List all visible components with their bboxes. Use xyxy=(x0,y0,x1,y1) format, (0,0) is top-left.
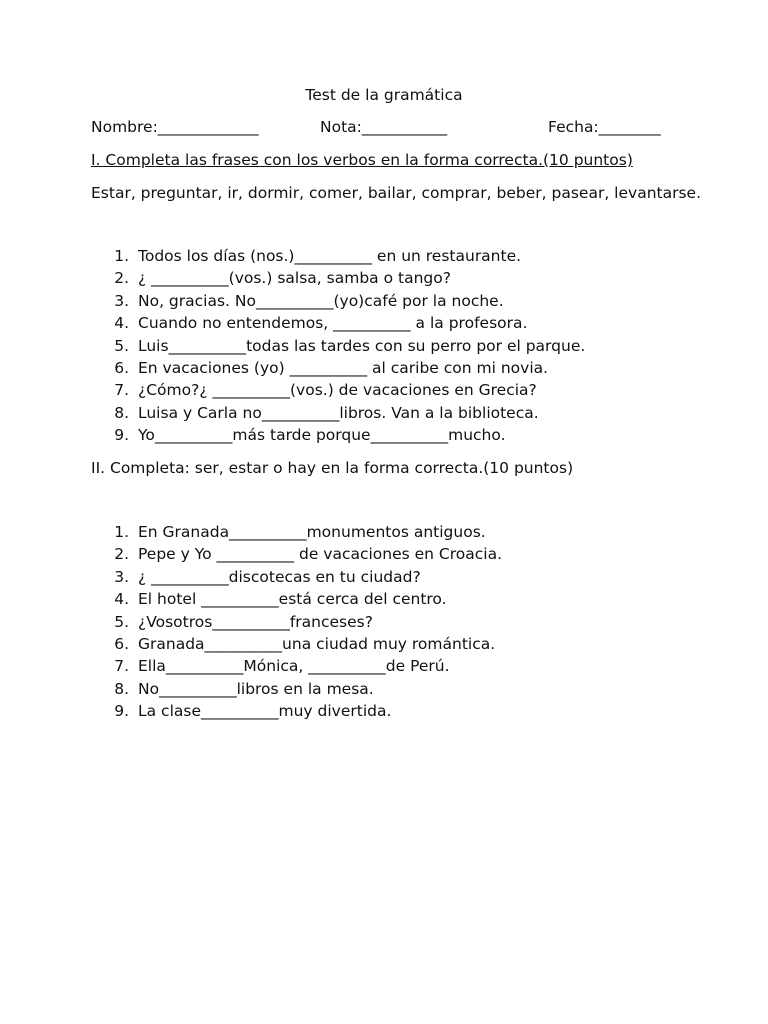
item-number: 8. xyxy=(114,679,129,698)
item-number: 3. xyxy=(114,291,129,310)
item-text: En vacaciones (yo) __________ al caribe con mi novia. xyxy=(138,358,549,377)
item-number: 6. xyxy=(114,634,129,653)
item-text: Yo__________más tarde porque__________mucho. xyxy=(138,426,506,445)
item-number: 4. xyxy=(114,314,129,333)
name-field-label: Nombre:_____________ xyxy=(91,118,259,136)
item-text: Luisa y Carla no__________libros. Van a la biblioteca. xyxy=(138,403,539,422)
item-number: 8. xyxy=(114,403,129,422)
item-number: 7. xyxy=(114,657,129,676)
item-text: La clase__________muy divertida. xyxy=(138,702,392,721)
item-number: 1. xyxy=(114,523,129,541)
item-text: Cuando no entendemos, __________ a la profesora. xyxy=(138,314,528,333)
item-text: Granada__________una ciudad muy romántica. xyxy=(138,634,496,653)
item-number: 1. xyxy=(114,247,129,265)
page-title: Test de la gramática xyxy=(305,86,463,104)
item-text: En Granada__________monumentos antiguos. xyxy=(138,523,486,541)
student-info-line xyxy=(91,118,691,140)
item-number: 6. xyxy=(114,358,129,377)
item-number: 4. xyxy=(114,590,129,609)
verb-list: Estar, preguntar, ir, dormir, comer, bailar, comprar, beber, pasear, levantarse. xyxy=(91,184,702,202)
item-number: 3. xyxy=(114,567,129,586)
section-1-heading: I. Completa las frases con los verbos en la forma correcta.(10 puntos) xyxy=(91,151,633,169)
item-text: ¿ __________(vos.) salsa, samba o tango? xyxy=(138,269,451,288)
item-number: 7. xyxy=(114,381,129,400)
item-text: Ella__________Mónica, __________de Perú. xyxy=(138,657,450,676)
item-text: Luis__________todas las tardes con su perro por el parque. xyxy=(138,336,586,355)
item-text: ¿ __________discotecas en tu ciudad? xyxy=(138,567,421,586)
item-text: Todos los días (nos.)__________ en un restaurante. xyxy=(138,247,522,265)
date-field-label: Fecha:________ xyxy=(548,118,661,136)
item-text: Pepe y Yo __________ de vacaciones en Croacia. xyxy=(138,545,503,564)
item-number: 2. xyxy=(114,545,129,564)
item-text: ¿Cómo?¿ __________(vos.) de vacaciones en Grecia? xyxy=(138,381,537,400)
item-number: 2. xyxy=(114,269,129,288)
item-text: ¿Vosotros__________franceses? xyxy=(138,612,373,631)
item-number: 9. xyxy=(114,426,129,445)
item-text: No, gracias. No__________(yo)café por la noche. xyxy=(138,291,504,310)
item-number: 5. xyxy=(114,336,129,355)
grade-field-label: Nota:___________ xyxy=(320,118,448,136)
section-2-heading: II. Completa: ser, estar o hay en la forma correcta.(10 puntos) xyxy=(91,459,574,477)
item-number: 9. xyxy=(114,702,129,721)
item-text: El hotel __________está cerca del centro. xyxy=(138,590,447,609)
item-number: 5. xyxy=(114,612,129,631)
item-text: No__________libros en la mesa. xyxy=(138,679,374,698)
